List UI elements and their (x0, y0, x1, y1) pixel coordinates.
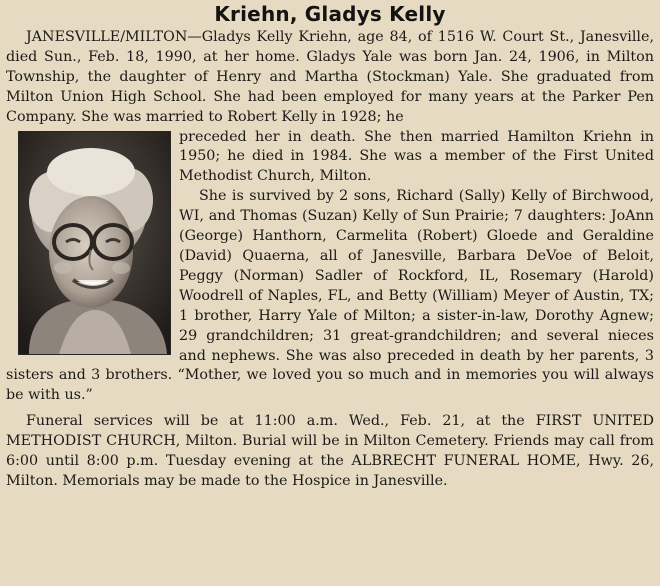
portrait-illustration (19, 132, 170, 354)
services-paragraph: Funeral services will be at 11:00 a.m. Wed., Feb. 21, at the FIRST UNITED METHODIST CHURCH, Milton. Burial will be in Milton Cemetery. Friends may call from 6:00 until 8:00 p.m. Tuesday evening at the ALBRECHT FUNERAL HOME, Hwy. 26, Milton. Memorials may be made to the Hospice in Janesville. (6, 413, 654, 489)
biography-paragraph-start: JANESVILLE/MILTON—Gladys Kelly Kriehn, age 84, of 1516 W. Court St., Janesville, died Sun., Feb. 18, 1990, at her home. Gladys Yale was born Jan. 24, 1906, in Milton Township, the daughter of Henry and Martha (Stockman) Yale. She graduated from Milton Union High School. She had been employed for many years at the Parker Pen Company. She was married to Robert Kelly in 1928; he (6, 29, 654, 125)
portrait-photo (18, 131, 171, 355)
obituary-headline: Kriehn, Gladys Kelly (214, 2, 446, 26)
obituary-body (6, 28, 654, 492)
survivors-paragraph: She is survived by 2 sons, Richard (Sally) Kelly of Birchwood, WI, and Thomas (Suzan) Kelly of Sun Prairie; 7 daughters: JoAnn (George) Hanthorn, Carmelita (Robert) Gloede and Geraldine (David) Quaerna, all of Janesville, Barbara DeVoe of Beloit, Peggy (Norman) Sadler of Rockford, IL, Rosemary (Harold) Woodrell of Naples, FL, and Betty (William) Meyer of Austin, TX; 1 brother, Harry Yale of Milton; a sister-in-law, Dorothy Agnew; 29 grandchildren; 31 great-grandchildren; and several nieces and nephews. She was also preceded in death by her parents, 3 sisters and 3 brothers. “Mother, we loved you so much and in memories you will always be with us.” (6, 188, 654, 404)
biography-paragraph-rest: preceded her in death. She then married Hamilton Kriehn in 1950; he died in 1984. She was a member of the First United Methodist Church, Milton. (179, 128, 654, 185)
